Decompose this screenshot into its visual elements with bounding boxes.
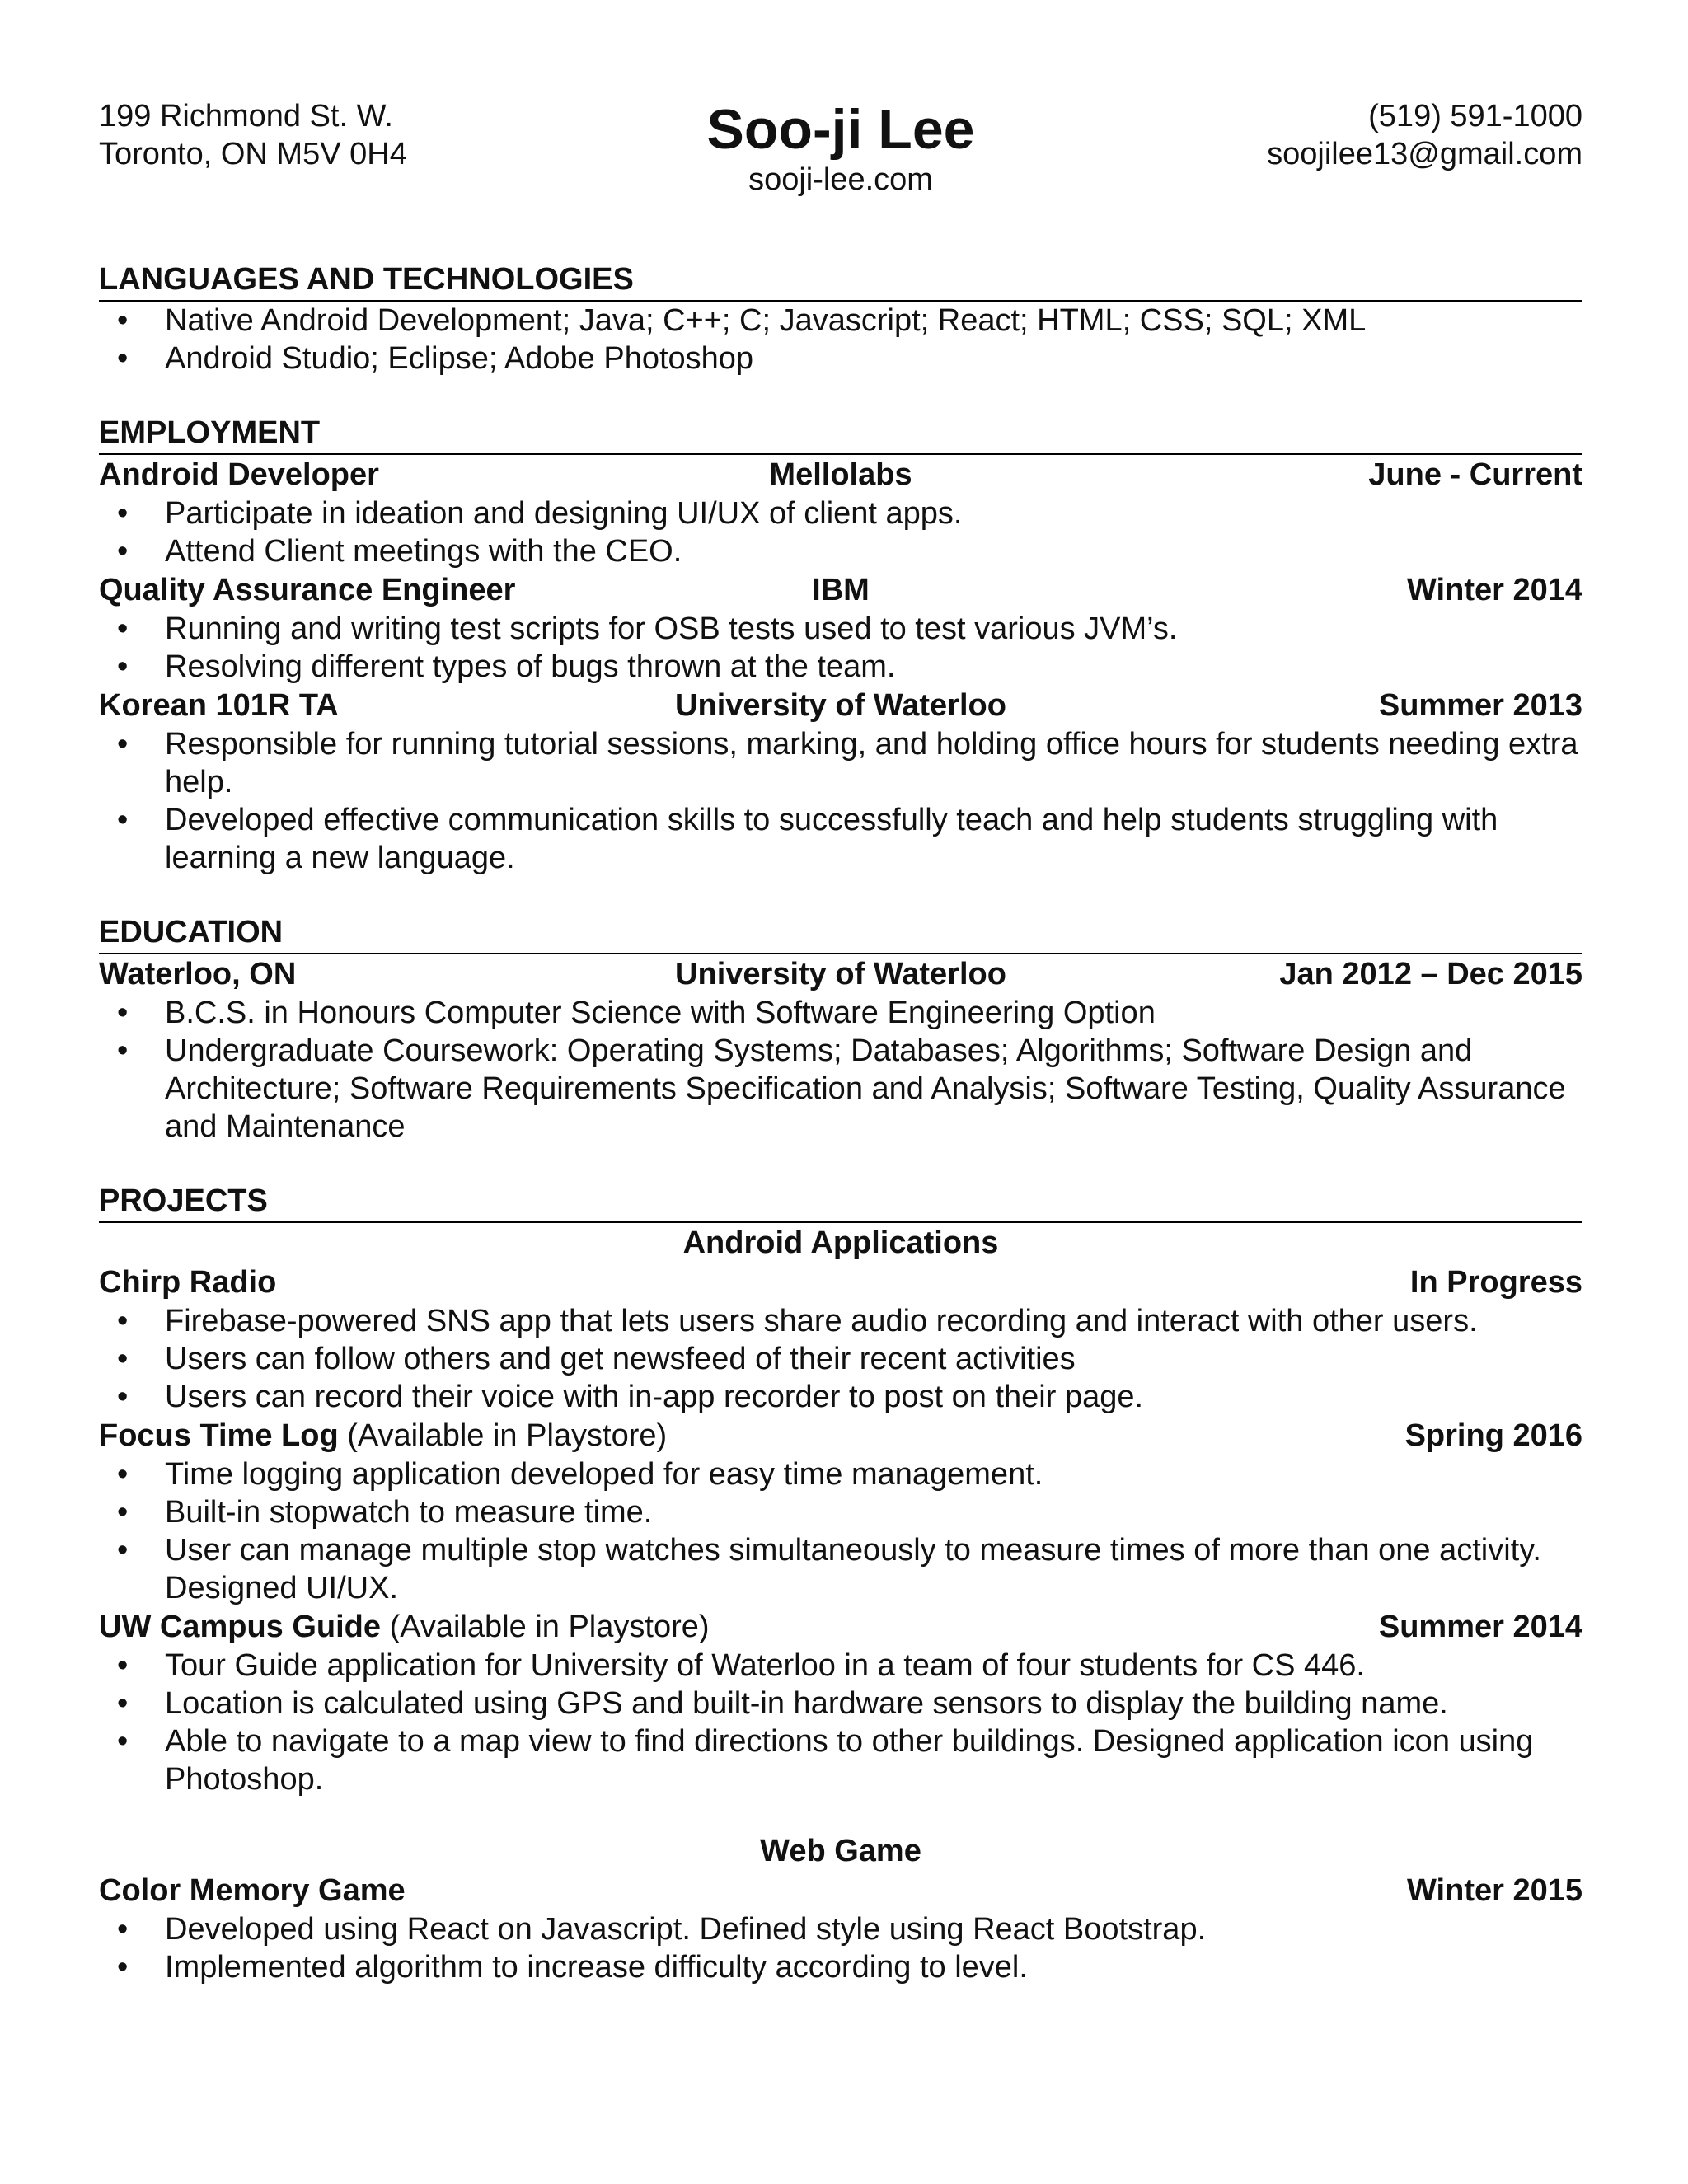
school-name: University of Waterloo [675, 957, 1006, 991]
projects-section [99, 1182, 1582, 1986]
project-entry-header [99, 1263, 1582, 1302]
list-item: • User can manage multiple stop watches simultaneously to measure times of more than one activity. Designed UI/UX. [99, 1531, 1582, 1607]
section-title-projects: PROJECTS [99, 1182, 1582, 1223]
job-bullets [99, 494, 1582, 570]
list-item: • B.C.S. in Honours Computer Science with Software Engineering Option [99, 994, 1582, 1032]
website-link[interactable]: sooji-lee.com [748, 162, 933, 197]
list-item: • Able to navigate to a map view to find directions to other buildings. Designed application icon using Photoshop. [99, 1722, 1582, 1798]
list-item: • Tour Guide application for University of Waterloo in a team of four students for CS 446. [99, 1647, 1582, 1685]
job-role: Android Developer [99, 457, 379, 492]
list-item: • Responsible for running tutorial sessions, marking, and holding office hours for students needing extra help. [99, 725, 1582, 801]
job-organization: IBM [812, 573, 870, 607]
job-entry-header [99, 570, 1582, 610]
address-line-2: Toronto, ON M5V 0H4 [99, 137, 407, 171]
list-item: • Users can follow others and get newsfeed of their recent activities [99, 1340, 1582, 1378]
section-title-employment: EMPLOYMENT [99, 414, 1582, 455]
list-item: • Undergraduate Coursework: Operating Systems; Databases; Algorithms; Software Design and Architecture; Software Requirements Specification and Analysis; Software Testing, Quality Assurance and Maintenance [99, 1032, 1582, 1146]
job-date: June - Current [1368, 457, 1582, 492]
project-entry-header [99, 1871, 1582, 1910]
list-item: • Running and writing test scripts for OSB tests used to test various JVM’s. [99, 610, 1582, 648]
list-item: • Resolving different types of bugs thrown at the team. [99, 648, 1582, 686]
list-item: • Built-in stopwatch to measure time. [99, 1493, 1582, 1531]
contact-block [1267, 97, 1582, 173]
section-title-languages: LANGUAGES AND TECHNOLOGIES [99, 260, 1582, 302]
project-availability-note: (Available in Playstore) [347, 1418, 668, 1453]
list-item: • Users can record their voice with in-app recorder to post on their page. [99, 1378, 1582, 1416]
android-apps-heading: Android Applications [682, 1226, 999, 1260]
education-section [99, 913, 1582, 1146]
languages-list [99, 302, 1582, 377]
project-title [99, 1416, 667, 1455]
project-name: Color Memory Game [99, 1873, 406, 1908]
job-organization: University of Waterloo [675, 688, 1006, 723]
education-entry-header [99, 954, 1582, 994]
list-item: • Participate in ideation and designing UI/UX of client apps. [99, 494, 1582, 532]
phone-number: (519) 591-1000 [1368, 99, 1582, 134]
project-date: Winter 2015 [1407, 1873, 1582, 1908]
project-bullets [99, 1647, 1582, 1798]
list-item: • Developed using React on Javascript. Defined style using React Bootstrap. [99, 1910, 1582, 1948]
job-date: Winter 2014 [1407, 573, 1582, 607]
project-name: UW Campus Guide [99, 1610, 382, 1644]
web-game-heading: Web Game [760, 1834, 921, 1868]
list-item: • Attend Client meetings with the CEO. [99, 532, 1582, 570]
project-entry-header [99, 1607, 1582, 1647]
list-item: • Implemented algorithm to increase difficulty according to level. [99, 1948, 1582, 1986]
resume-header [99, 97, 1582, 213]
education-date: Jan 2012 – Dec 2015 [1279, 957, 1582, 991]
job-entry-header [99, 686, 1582, 725]
project-bullets [99, 1910, 1582, 1986]
project-bullets [99, 1455, 1582, 1607]
project-name: Chirp Radio [99, 1265, 277, 1300]
section-title-education: EDUCATION [99, 913, 1582, 954]
employment-section [99, 414, 1582, 877]
job-bullets [99, 725, 1582, 877]
list-item: • Android Studio; Eclipse; Adobe Photoshop [99, 340, 1582, 377]
project-date: Summer 2014 [1378, 1610, 1582, 1644]
candidate-name: Soo-ji Lee [706, 98, 975, 161]
job-entry-header [99, 455, 1582, 494]
job-organization: Mellolabs [769, 457, 912, 492]
job-date: Summer 2013 [1378, 688, 1582, 723]
project-availability-note: (Available in Playstore) [389, 1610, 710, 1644]
project-date: In Progress [1409, 1265, 1582, 1300]
job-role: Korean 101R TA [99, 688, 339, 723]
project-date: Spring 2016 [1404, 1418, 1582, 1453]
list-item: • Time logging application developed for easy time management. [99, 1455, 1582, 1493]
job-role: Quality Assurance Engineer [99, 573, 516, 607]
list-item: • Location is calculated using GPS and built-in hardware sensors to display the building name. [99, 1685, 1582, 1722]
spacer [99, 1798, 1582, 1831]
email-link[interactable]: soojilee13@gmail.com [1267, 137, 1582, 171]
project-entry-header [99, 1416, 1582, 1455]
project-bullets [99, 1302, 1582, 1416]
address-line-1: 199 Richmond St. W. [99, 99, 393, 134]
languages-section [99, 260, 1582, 377]
project-title [99, 1607, 710, 1647]
list-item: • Native Android Development; Java; C++; C; Javascript; React; HTML; CSS; SQL; XML [99, 302, 1582, 340]
education-bullets [99, 994, 1582, 1146]
list-item: • Developed effective communication skills to successfully teach and help students struggling with learning a new language. [99, 801, 1582, 877]
list-item: • Firebase-powered SNS app that lets users share audio recording and interact with other users. [99, 1302, 1582, 1340]
project-name: Focus Time Log [99, 1418, 339, 1453]
job-bullets [99, 610, 1582, 686]
resume-body [99, 260, 1582, 2022]
school-location: Waterloo, ON [99, 957, 297, 991]
